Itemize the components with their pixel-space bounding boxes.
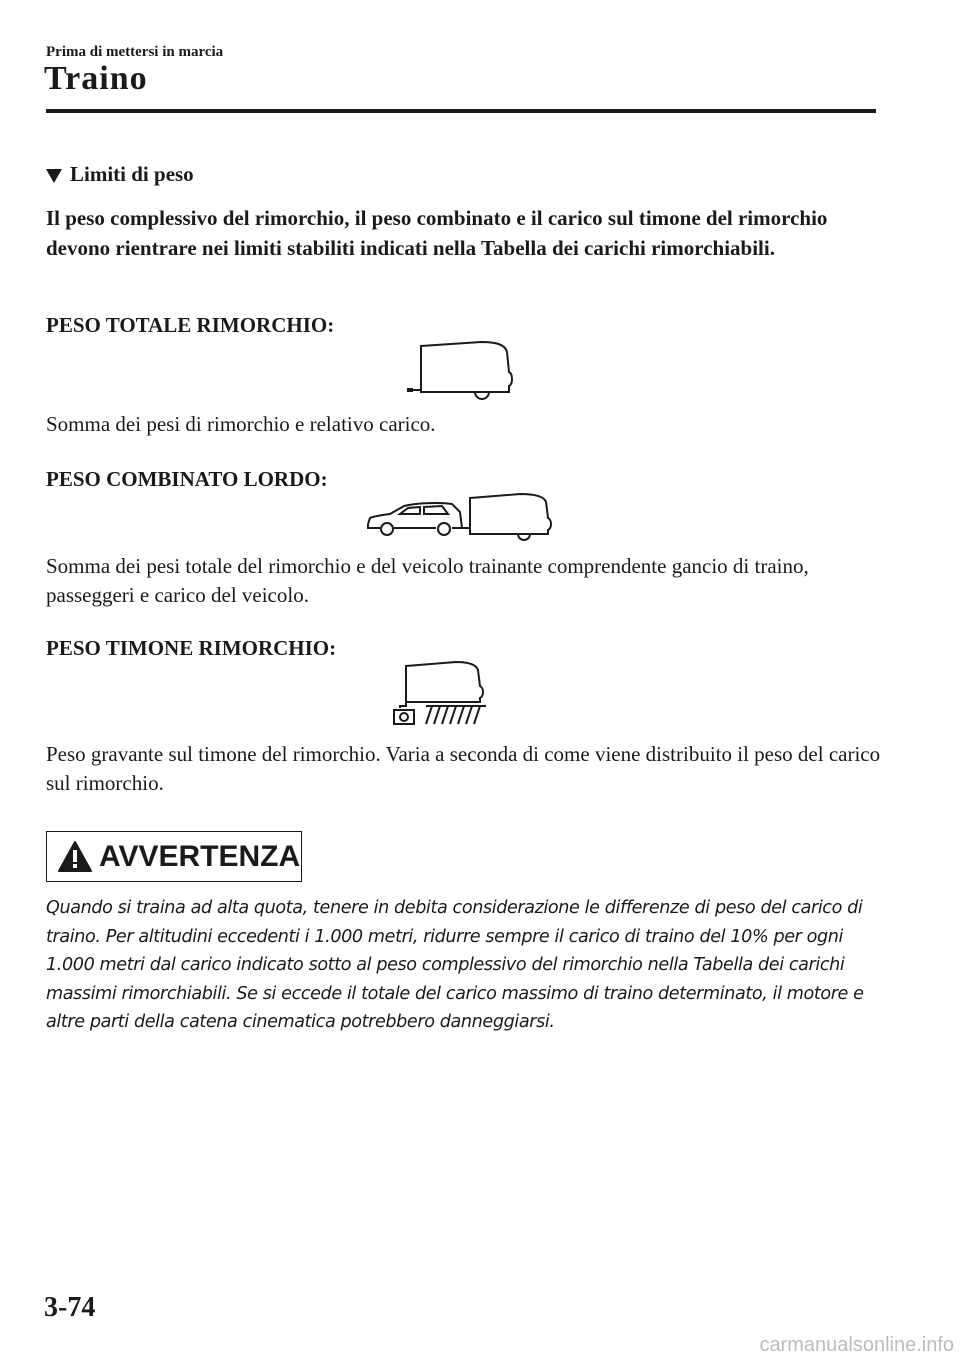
term-total-trailer-weight: PESO TOTALE RIMORCHIO:: [46, 313, 335, 337]
warning-text: Quando si traina ad alta quota, tenere in debita considerazione le differenze di peso del carico di traino. Per altitudini eccedenti i 1.000 metri, ridurre sempre il carico di traino del 10% per ogni 1.000 metri dal carico indicato sotto al peso complessivo del rimorchio nella Tabella dei carichi massimi rimorchiabili. Se si eccede il totale del carico massimo di traino determinato, il motore e altre parti della catena cinematica potrebbero danneggiarsi.: [46, 898, 864, 1033]
term-trailer-tongue-weight: PESO TIMONE RIMORCHIO:: [46, 636, 337, 660]
warning-label: AVVERTENZA: [99, 839, 301, 873]
term-gross-combined-weight-desc: Somma dei pesi totale del rimorchio e del veicolo trainante comprendente gancio di traino, passeggeri e carico del veicolo.: [46, 554, 809, 607]
section-intro: Il peso complessivo del rimorchio, il peso combinato e il carico sul timone del rimorchio devono rientrare nei limiti stabiliti indicati nella Tabella dei carichi rimorchiabili.: [46, 206, 828, 260]
watermark: carmanualsonline.info: [759, 1334, 954, 1356]
section-heading-text: Limiti di peso: [70, 162, 194, 186]
title-rule: [46, 109, 876, 113]
car-with-trailer-icon: [360, 488, 555, 548]
trailer-icon: [405, 336, 520, 406]
trailer-tongue-scale-icon: [388, 658, 490, 730]
section-heading: [46, 162, 194, 187]
page-number: 3-74: [44, 1292, 96, 1323]
warning-box: [46, 831, 302, 882]
term-gross-combined-weight: PESO COMBINATO LORDO:: [46, 467, 328, 491]
warning-triangle-icon: [57, 840, 93, 874]
triangle-bullet-icon: [46, 169, 62, 183]
breadcrumb: Prima di mettersi in marcia: [46, 44, 224, 60]
term-total-trailer-weight-desc: Somma dei pesi di rimorchio e relativo carico.: [46, 412, 436, 436]
term-trailer-tongue-weight-desc: Peso gravante sul timone del rimorchio. Varia a seconda di come viene distribuito il peso del carico sul rimorchio.: [46, 742, 881, 795]
page-title: Traino: [44, 60, 148, 97]
